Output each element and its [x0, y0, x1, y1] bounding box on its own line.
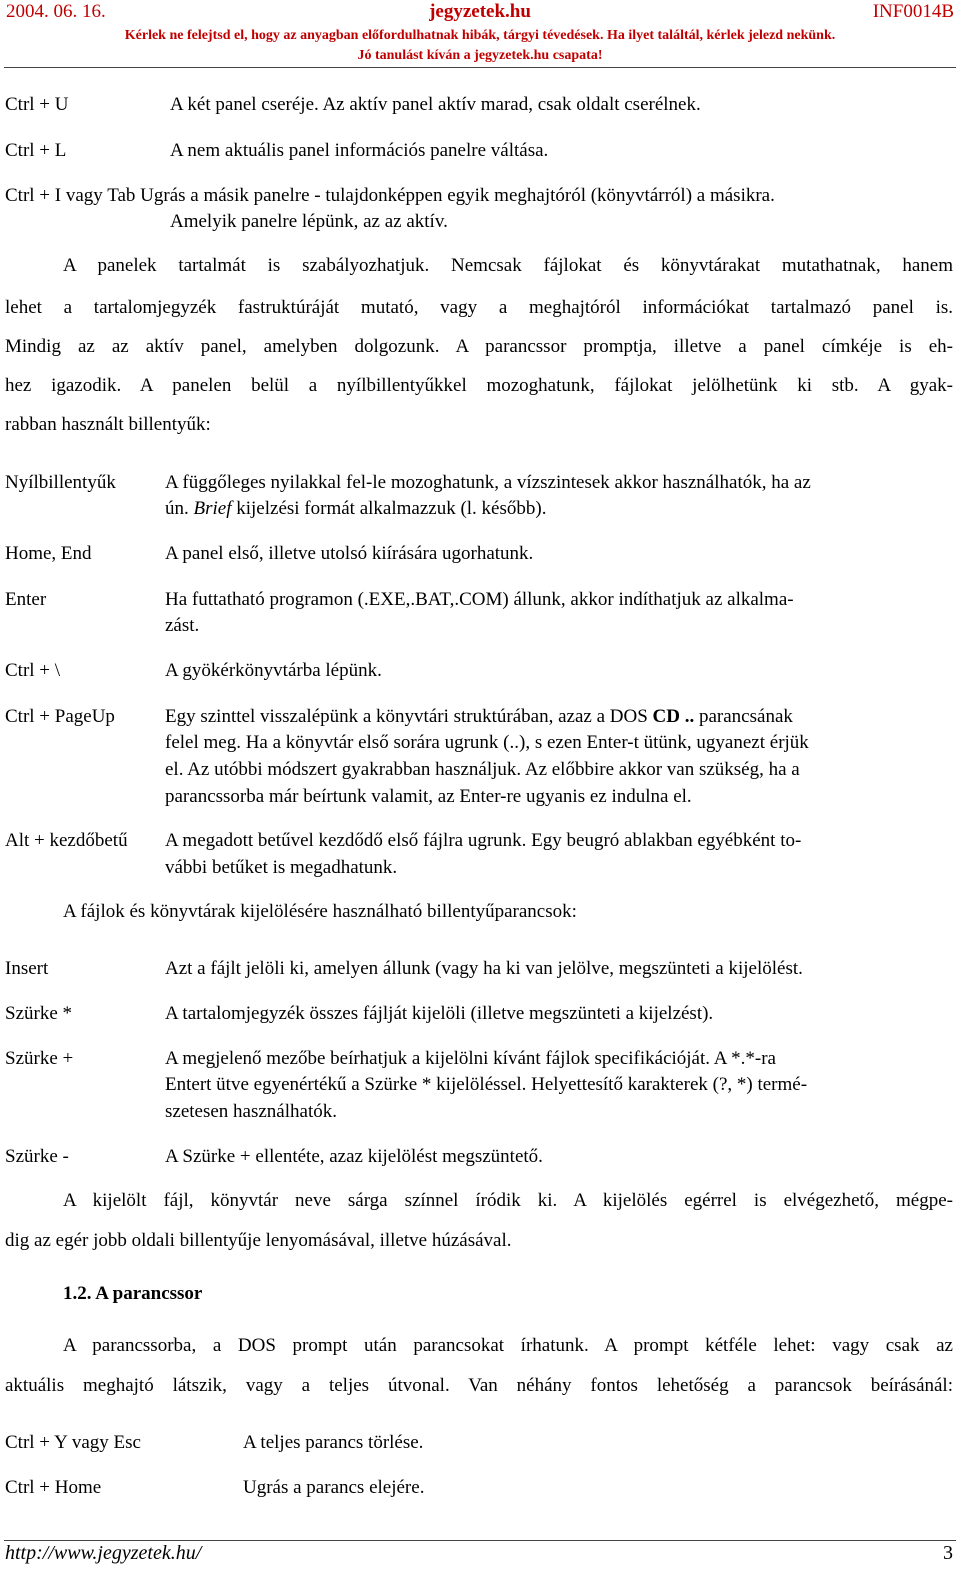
footer-url: http://www.jegyzetek.hu/	[5, 1542, 202, 1564]
key-grey-plus: Szürke +	[5, 1048, 74, 1069]
section-title: 1.2. A parancssor	[63, 1283, 203, 1304]
key-arrows-desc	[165, 497, 546, 521]
shortcut-key-ctrl-l: Ctrl + L	[5, 140, 67, 161]
header-divider	[4, 67, 956, 68]
key-enter-desc: zást.	[165, 615, 200, 636]
paragraph-line: lehet a tartalomjegyzék fastruktúráját mutató, vagy a meghajtóról információkat tartalmazó panel is.	[5, 297, 953, 318]
key-arrows-desc: A függőleges nyilakkal fel-le mozoghatunk, a vízszintesek akkor használhatók, ha az	[165, 472, 811, 493]
page-number: 3	[943, 1542, 953, 1564]
key-alt-letter: Alt + kezdőbetű	[5, 830, 128, 851]
key-alt-letter-desc: vábbi betűket is megadhatunk.	[165, 857, 398, 878]
shortcut-ctrl-i-line: Amelyik panelre lépünk, az az aktív.	[170, 211, 448, 232]
shortcut-key-ctrl-u: Ctrl + U	[5, 94, 69, 115]
key-grey-plus-desc: A megjelenő mezőbe beírhatjuk a kijelölni kívánt fájlok specifikációját. A *.*-ra	[165, 1048, 776, 1069]
footer-divider	[4, 1540, 956, 1541]
key-ctrl-home-desc: Ugrás a parancs elejére.	[243, 1477, 425, 1498]
key-grey-star-desc: A tartalomjegyzék összes fájlját kijelöli (illetve megszünteti a kijelzést).	[165, 1003, 714, 1024]
shortcut-ctrl-i-line: Ctrl + I vagy Tab Ugrás a másik panelre - tulajdonképpen egyik meghajtóról (könyvtárról) a másikra.	[5, 185, 775, 206]
brief-term: Brief	[193, 498, 232, 519]
header-greeting: Jó tanulást kíván a jegyzetek.hu csapata!	[357, 48, 603, 63]
key-alt-letter-desc: A megadott betűvel kezdődő első fájlra ugrunk. Egy beugró ablakban egyébként to-	[165, 830, 802, 851]
cd-command: CD ..	[652, 706, 695, 727]
key-ctrl-home: Ctrl + Home	[5, 1477, 102, 1498]
key-ctrl-backslash: Ctrl + \	[5, 660, 61, 681]
key-ctrl-pageup-desc: felel meg. Ha a könyvtár első sorára ugrunk (..), s ezen Enter-t ütünk, ugyanezt érjük	[165, 732, 809, 753]
key-ctrl-pageup-desc: parancssorba már beírtunk valamit, az Enter-re ugyanis ez indulna el.	[165, 786, 692, 807]
paragraph-line: A kijelölt fájl, könyvtár neve sárga színnel íródik ki. A kijelölés egérrel is elvégezhető, mégpe-	[63, 1190, 953, 1211]
paragraph-line: A parancssorba, a DOS prompt után parancsokat írhatunk. A prompt kétféle lehet: vagy csak az	[63, 1335, 953, 1356]
key-grey-plus-desc: szetesen használhatók.	[165, 1101, 337, 1122]
key-grey-plus-desc: Entert ütve egyenértékű a Szürke * kijelöléssel. Helyettesítő karakterek (?, *) termé-	[165, 1074, 808, 1095]
paragraph-line: hez igazodik. A panelen belül a nyílbillentyűkkel mozoghatunk, fájlokat jelölhetünk ki stb. A gyak-	[5, 375, 953, 396]
key-grey-minus-desc: A Szürke + ellentéte, azaz kijelölést megszüntető.	[165, 1146, 543, 1167]
header-document-code: INF0014B	[872, 1, 954, 22]
desc-text: kijelzési formát alkalmazzuk (l. később).	[231, 498, 547, 519]
paragraph-line: dig az egér jobb oldali billentyűje lenyomásával, illetve húzásával.	[5, 1230, 512, 1251]
desc-text: Egy szinttel visszalépünk a könyvtári struktúrában, azaz a DOS	[165, 706, 653, 727]
paragraph-line: rabban használt billentyűk:	[5, 414, 211, 435]
key-enter: Enter	[5, 589, 47, 610]
key-ctrl-pageup-desc: el. Az utóbbi módszert gyakrabban használjuk. Az előbbire akkor van szükség, ha a	[165, 759, 800, 780]
desc-text: parancsának	[694, 706, 793, 727]
key-enter-desc: Ha futtatható programon (.EXE,.BAT,.COM) állunk, akkor indíthatjuk az alkalma-	[165, 589, 794, 610]
key-insert: Insert	[5, 958, 49, 979]
key-arrows: Nyílbillentyűk	[5, 472, 116, 493]
key-ctrl-y-esc: Ctrl + Y vagy Esc	[5, 1432, 141, 1453]
header-notice: Kérlek ne felejtsd el, hogy az anyagban előfordulhatnak hibák, tárgyi tévedések. Ha ilyet találtál, kérlek jelezd nekünk.	[124, 28, 836, 43]
desc-text: ún.	[165, 498, 194, 519]
shortcut-desc-ctrl-u: A két panel cseréje. Az aktív panel aktív marad, csak oldalt cserélnek.	[170, 94, 701, 115]
selection-heading: A fájlok és könyvtárak kijelölésére használható billentyűparancsok:	[63, 901, 577, 922]
paragraph-line: aktuális meghajtó látszik, vagy a teljes útvonal. Van néhány fontos lehetőség a parancsok beírásánál:	[5, 1375, 953, 1396]
paragraph-line: A panelek tartalmát is szabályozhatjuk. Nemcsak fájlokat és könyvtárakat mutathatnak, hanem	[63, 255, 953, 276]
header-date: 2004. 06. 16.	[6, 1, 106, 22]
key-ctrl-pageup: Ctrl + PageUp	[5, 706, 115, 727]
key-ctrl-y-esc-desc: A teljes parancs törlése.	[243, 1432, 424, 1453]
header-site-name: jegyzetek.hu	[429, 1, 531, 22]
key-grey-star: Szürke *	[5, 1003, 73, 1024]
key-home-end: Home, End	[5, 543, 92, 564]
shortcut-desc-ctrl-l: A nem aktuális panel információs panelre váltása.	[170, 140, 549, 161]
key-ctrl-pageup-desc	[165, 705, 793, 729]
key-home-end-desc: A panel első, illetve utolsó kiírására ugorhatunk.	[165, 543, 534, 564]
key-ctrl-backslash-desc: A gyökérkönyvtárba lépünk.	[165, 660, 382, 681]
key-insert-desc: Azt a fájlt jelöli ki, amelyen állunk (vagy ha ki van jelölve, megszünteti a kijelölést.	[165, 958, 803, 979]
paragraph-line: Mindig az az aktív panel, amelyben dolgozunk. A parancssor promptja, illetve a panel címkéje is eh-	[5, 336, 953, 357]
key-grey-minus: Szürke -	[5, 1146, 69, 1167]
